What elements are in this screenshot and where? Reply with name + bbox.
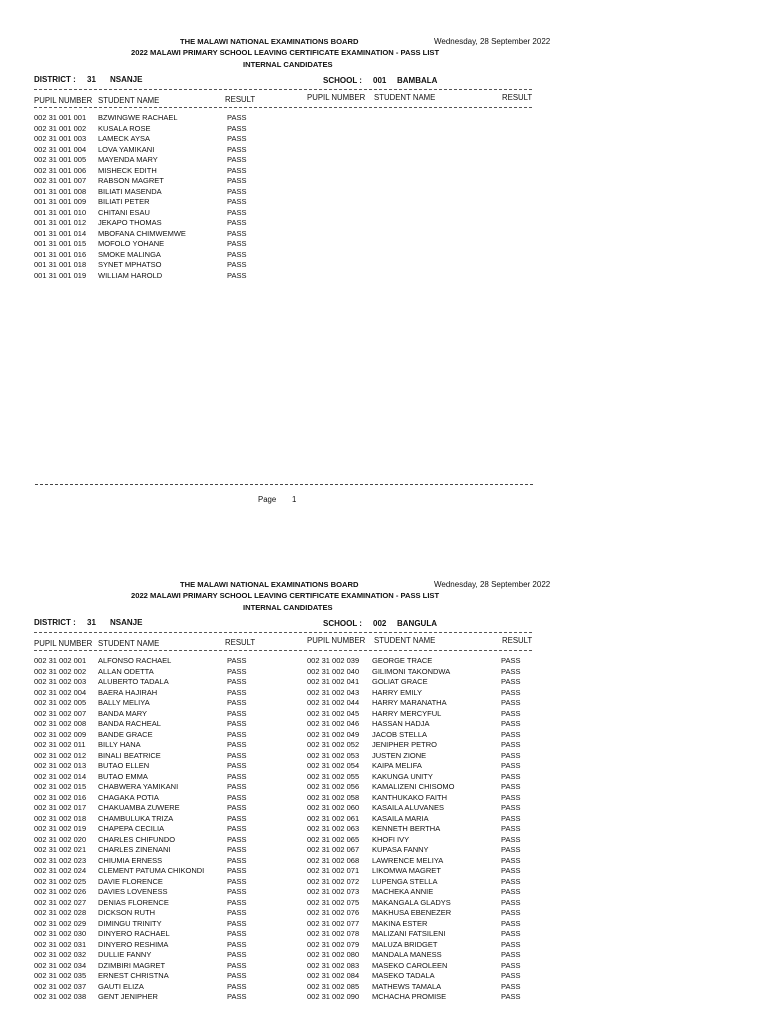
table-row-result: PASS xyxy=(501,950,521,959)
table-row-pupil-number: 001 31 001 019 xyxy=(34,270,87,280)
table-row-result: PASS xyxy=(227,897,247,907)
table-row-pupil-number: 002 31 002 063 xyxy=(307,824,360,833)
table-row-pupil-number: 002 31 002 073 xyxy=(307,887,360,896)
table-row-student-name: GOLIAT GRACE xyxy=(372,677,428,686)
table-row-pupil-number: 001 31 001 008 xyxy=(34,186,87,196)
table-row-student-name: KASAILA MARIA xyxy=(372,813,429,823)
table-row-result: PASS xyxy=(227,813,247,823)
table-row-pupil-number: 002 31 002 004 xyxy=(34,687,87,697)
table-row-pupil-number: 002 31 002 058 xyxy=(307,792,360,802)
table-row-student-name: CHIUMIA ERNESS xyxy=(98,855,163,865)
table-row-pupil-number: 002 31 002 043 xyxy=(307,687,360,697)
table-row-student-name: JUSTEN ZIONE xyxy=(372,750,427,760)
table-row-result: PASS xyxy=(227,687,247,697)
header-rule-top xyxy=(34,89,532,90)
district-label: DISTRICT : xyxy=(34,618,76,627)
table-row-pupil-number: 002 31 001 007 xyxy=(34,176,87,185)
table-row-student-name: BANDA RACHEAL xyxy=(98,719,161,728)
table-row-result: PASS xyxy=(227,834,247,844)
table-row-result: PASS xyxy=(501,855,521,865)
table-row-result: PASS xyxy=(227,144,247,154)
table-row-pupil-number: 002 31 002 049 xyxy=(307,729,360,739)
table-row-pupil-number: 002 31 002 039 xyxy=(307,656,360,665)
table-row-result: PASS xyxy=(227,698,247,707)
table-row-result: PASS xyxy=(227,750,247,760)
table-row-pupil-number: 002 31 001 001 xyxy=(34,113,87,122)
table-row-student-name: WILLIAM HAROLD xyxy=(98,270,163,280)
page-label: Page xyxy=(258,495,277,504)
table-row-result: PASS xyxy=(227,992,247,1001)
table-row-pupil-number: 002 31 002 030 xyxy=(34,929,87,938)
table-row-pupil-number: 002 31 002 008 xyxy=(34,719,87,728)
column-header-student-name: STUDENT NAME xyxy=(374,93,436,102)
column-header-result: RESULT xyxy=(225,95,256,104)
district-name: NSANJE xyxy=(110,75,143,84)
exam-title: 2022 MALAWI PRIMARY SCHOOL LEAVING CERTIFICATE EXAMINATION - PASS LIST xyxy=(131,591,440,600)
table-row-result: PASS xyxy=(227,855,247,865)
table-row-pupil-number: 002 31 002 080 xyxy=(307,950,360,959)
column-header-result: RESULT xyxy=(225,638,256,647)
table-row-result: PASS xyxy=(501,687,521,697)
table-row-student-name: MAYENDA MARY xyxy=(98,155,158,164)
table-row-pupil-number: 002 31 002 076 xyxy=(307,908,360,917)
table-row-result: PASS xyxy=(227,260,247,269)
table-row-student-name: RABSON MAGRET xyxy=(98,176,164,185)
table-row-result: PASS xyxy=(227,113,247,122)
table-row-result: PASS xyxy=(227,729,247,739)
table-row-student-name: CHAMBULUKA TRIZA xyxy=(98,813,174,823)
table-row-result: PASS xyxy=(501,813,521,823)
column-header-result: RESULT xyxy=(502,93,533,102)
district-name: NSANJE xyxy=(110,618,143,627)
table-row-student-name: LAMECK AYSA xyxy=(98,134,150,143)
table-row-student-name: DIMINGU TRINITY xyxy=(98,918,162,928)
table-row-pupil-number: 002 31 002 067 xyxy=(307,845,360,854)
table-row-pupil-number: 002 31 002 003 xyxy=(34,677,87,686)
table-row-result: PASS xyxy=(501,876,521,886)
table-row-student-name: JEKAPO THOMAS xyxy=(98,218,162,227)
table-row-student-name: LOVA YAMIKANI xyxy=(98,144,155,154)
table-row-student-name: KAKUNGA UNITY xyxy=(372,771,433,781)
table-row-result: PASS xyxy=(501,771,521,781)
table-row-student-name: BILIATI MASENDA xyxy=(98,186,162,196)
table-row-student-name: DZIMBIRI MAGRET xyxy=(98,960,166,970)
print-date: Wednesday, 28 September 2022 xyxy=(434,37,551,46)
table-row-student-name: KANTHUKAKO FAITH xyxy=(372,792,448,802)
table-row-result: PASS xyxy=(501,666,521,676)
table-row-result: PASS xyxy=(501,929,521,938)
column-header-pupil-number: PUPIL NUMBER xyxy=(307,93,366,102)
table-row-student-name: MANDALA MANESS xyxy=(372,950,442,959)
table-row-pupil-number: 001 31 001 015 xyxy=(34,239,87,248)
table-row-pupil-number: 002 31 002 060 xyxy=(307,803,360,812)
table-row-pupil-number: 002 31 002 084 xyxy=(307,971,360,980)
table-row-student-name: MACHEKA ANNIE xyxy=(372,887,434,896)
table-row-pupil-number: 002 31 002 041 xyxy=(307,677,360,686)
table-row-result: PASS xyxy=(501,908,521,917)
table-row-result: PASS xyxy=(227,249,247,259)
table-row-student-name: BUTAO ELLEN xyxy=(98,761,150,770)
table-row-student-name: CHAKUAMBA ZUWERE xyxy=(98,803,180,812)
table-row-student-name: BILLY HANA xyxy=(98,740,141,749)
table-row-result: PASS xyxy=(501,677,521,686)
table-row-student-name: DENIAS FLORENCE xyxy=(98,897,169,907)
table-row-student-name: KASAILA ALUVANES xyxy=(372,803,444,812)
table-row-student-name: ALFONSO RACHAEL xyxy=(98,656,172,665)
table-row-result: PASS xyxy=(227,866,247,875)
table-row-student-name: BAERA HAJIRAH xyxy=(98,687,158,697)
table-row-result: PASS xyxy=(227,176,247,185)
table-row-pupil-number: 001 31 001 014 xyxy=(34,228,87,238)
school-name: BAMBALA xyxy=(397,76,438,85)
table-row-student-name: ERNEST CHRISTNA xyxy=(98,971,169,980)
table-row-pupil-number: 002 31 002 052 xyxy=(307,740,360,749)
subtitle: INTERNAL CANDIDATES xyxy=(243,603,333,612)
table-row-result: PASS xyxy=(501,761,521,770)
table-row-result: PASS xyxy=(227,656,247,665)
table-row-pupil-number: 002 31 002 014 xyxy=(34,771,87,781)
table-row-pupil-number: 002 31 002 075 xyxy=(307,897,360,907)
table-row-student-name: HARRY MARANATHA xyxy=(372,698,447,707)
table-row-result: PASS xyxy=(227,239,247,248)
table-row-result: PASS xyxy=(501,971,521,980)
table-row-result: PASS xyxy=(227,939,247,949)
school-code: 001 xyxy=(373,76,387,85)
table-row-result: PASS xyxy=(501,708,521,718)
table-row-student-name: SMOKE MALINGA xyxy=(98,249,161,259)
table-row-pupil-number: 002 31 002 077 xyxy=(307,918,360,928)
table-row-pupil-number: 001 31 001 010 xyxy=(34,207,87,217)
table-row-student-name: KHOFI IVY xyxy=(372,834,410,844)
table-row-student-name: CHAGAKA POTIA xyxy=(98,792,159,802)
table-row-result: PASS xyxy=(501,887,521,896)
table-row-result: PASS xyxy=(227,792,247,802)
table-row-pupil-number: 001 31 001 016 xyxy=(34,249,87,259)
table-row-pupil-number: 002 31 001 003 xyxy=(34,134,87,143)
table-row-pupil-number: 002 31 002 037 xyxy=(34,981,87,991)
table-row-pupil-number: 002 31 002 001 xyxy=(34,656,87,665)
table-row-student-name: MISHECK EDITH xyxy=(98,165,157,175)
school-label: SCHOOL : xyxy=(323,76,362,85)
table-row-result: PASS xyxy=(227,155,247,164)
column-header-pupil-number: PUPIL NUMBER xyxy=(34,639,93,648)
table-row-pupil-number: 002 31 002 007 xyxy=(34,708,87,718)
table-row-result: PASS xyxy=(227,134,247,143)
header-rule-bottom xyxy=(34,107,532,108)
table-row-pupil-number: 002 31 002 027 xyxy=(34,897,87,907)
table-row-student-name: MOFOLO YOHANE xyxy=(98,239,165,248)
table-row-student-name: BANDA MARY xyxy=(98,708,148,718)
table-row-pupil-number: 002 31 002 009 xyxy=(34,729,87,739)
table-row-pupil-number: 002 31 002 045 xyxy=(307,708,360,718)
table-row-result: PASS xyxy=(227,803,247,812)
table-row-student-name: JACOB STELLA xyxy=(372,729,428,739)
board-title: THE MALAWI NATIONAL EXAMINATIONS BOARD xyxy=(180,37,359,46)
page-number: 1 xyxy=(292,495,297,504)
district-code: 31 xyxy=(87,618,96,627)
table-row-result: PASS xyxy=(227,950,247,959)
table-row-pupil-number: 002 31 002 035 xyxy=(34,971,87,980)
table-row-student-name: MAKHUSA EBENEZER xyxy=(372,908,452,917)
table-row-result: PASS xyxy=(501,897,521,907)
table-row-pupil-number: 002 31 002 046 xyxy=(307,719,360,728)
table-row-result: PASS xyxy=(501,803,521,812)
column-header-student-name: STUDENT NAME xyxy=(98,96,160,105)
table-row-result: PASS xyxy=(501,939,521,949)
table-row-result: PASS xyxy=(227,918,247,928)
table-row-result: PASS xyxy=(501,981,521,991)
table-row-student-name: MALUZA BRIDGET xyxy=(372,939,438,949)
school-code: 002 xyxy=(373,619,387,628)
header-rule-bottom xyxy=(34,650,532,651)
table-row-pupil-number: 002 31 002 011 xyxy=(34,740,86,749)
table-row-student-name: KAIPA MELIFA xyxy=(372,761,422,770)
table-row-result: PASS xyxy=(501,845,521,854)
table-row-student-name: DINYERO RESHIMA xyxy=(98,939,169,949)
table-row-pupil-number: 002 31 002 031 xyxy=(34,939,87,949)
table-row-pupil-number: 002 31 002 053 xyxy=(307,750,360,760)
district-code: 31 xyxy=(87,75,96,84)
table-row-pupil-number: 002 31 001 004 xyxy=(34,144,87,154)
table-row-student-name: LAWRENCE MELIYA xyxy=(372,855,444,865)
header-rule-top xyxy=(34,632,532,633)
table-row-student-name: ALLAN ODETTA xyxy=(98,666,154,676)
table-row-student-name: DULLIE FANNY xyxy=(98,950,152,959)
table-row-result: PASS xyxy=(227,666,247,676)
table-row-result: PASS xyxy=(227,165,247,175)
table-row-student-name: KENNETH BERTHA xyxy=(372,824,441,833)
table-row-pupil-number: 002 31 002 019 xyxy=(34,824,87,833)
table-row-result: PASS xyxy=(227,708,247,718)
table-row-pupil-number: 002 31 002 012 xyxy=(34,750,87,760)
table-row-result: PASS xyxy=(501,866,521,875)
table-row-pupil-number: 002 31 002 021 xyxy=(34,845,87,854)
table-row-pupil-number: 002 31 002 016 xyxy=(34,792,87,802)
table-row-result: PASS xyxy=(227,887,247,896)
table-row-pupil-number: 002 31 002 024 xyxy=(34,866,87,875)
table-row-student-name: CHITANI ESAU xyxy=(98,207,150,217)
table-row-pupil-number: 002 31 002 013 xyxy=(34,761,87,770)
table-row-pupil-number: 002 31 002 034 xyxy=(34,960,87,970)
table-row-result: PASS xyxy=(227,270,247,280)
table-row-student-name: CHARLES CHIFUNDO xyxy=(98,834,176,844)
table-row-student-name: MBOFANA CHIMWEMWE xyxy=(98,228,186,238)
table-row-student-name: MCHACHA PROMISE xyxy=(372,992,447,1001)
column-header-pupil-number: PUPIL NUMBER xyxy=(34,96,93,105)
table-row-result: PASS xyxy=(227,186,247,196)
table-row-result: PASS xyxy=(227,845,247,854)
table-row-result: PASS xyxy=(227,876,247,886)
table-row-pupil-number: 002 31 002 085 xyxy=(307,981,360,991)
table-row-result: PASS xyxy=(227,761,247,770)
subtitle: INTERNAL CANDIDATES xyxy=(243,60,333,69)
school-name: BANGULA xyxy=(397,619,437,628)
table-row-result: PASS xyxy=(227,929,247,938)
table-row-student-name: HASSAN HADJA xyxy=(372,719,430,728)
table-row-pupil-number: 002 31 002 026 xyxy=(34,887,87,896)
table-row-pupil-number: 002 31 002 054 xyxy=(307,761,360,770)
table-row-pupil-number: 001 31 001 018 xyxy=(34,260,87,269)
table-row-pupil-number: 002 31 002 017 xyxy=(34,803,87,812)
exam-title: 2022 MALAWI PRIMARY SCHOOL LEAVING CERTIFICATE EXAMINATION - PASS LIST xyxy=(131,48,440,57)
table-row-result: PASS xyxy=(501,740,521,749)
table-row-student-name: BUTAO EMMA xyxy=(98,771,148,781)
table-row-pupil-number: 002 31 002 020 xyxy=(34,834,87,844)
table-row-student-name: DAVIE FLORENCE xyxy=(98,876,163,886)
table-row-student-name: MASEKO CAROLEEN xyxy=(372,960,448,970)
table-row-pupil-number: 002 31 002 015 xyxy=(34,782,87,791)
table-row-pupil-number: 002 31 002 029 xyxy=(34,918,87,928)
table-row-pupil-number: 002 31 001 005 xyxy=(34,155,87,164)
table-row-pupil-number: 002 31 002 072 xyxy=(307,876,360,886)
table-row-student-name: GILIMONI TAKONDWA xyxy=(372,666,451,676)
table-row-pupil-number: 002 31 002 083 xyxy=(307,960,360,970)
table-row-result: PASS xyxy=(501,782,521,791)
table-row-result: PASS xyxy=(227,207,247,217)
table-row-student-name: BILIATI PETER xyxy=(98,197,150,206)
column-header-student-name: STUDENT NAME xyxy=(374,636,436,645)
table-row-student-name: MAKANGALA GLADYS xyxy=(372,897,451,907)
table-row-student-name: KUSALA ROSE xyxy=(98,123,151,133)
table-row-pupil-number: 002 31 002 090 xyxy=(307,992,360,1001)
table-row-student-name: JENIPHER PETRO xyxy=(372,740,438,749)
table-row-student-name: GENT JENIPHER xyxy=(98,992,158,1001)
table-row-pupil-number: 002 31 002 028 xyxy=(34,908,87,917)
table-row-result: PASS xyxy=(501,698,521,707)
table-row-result: PASS xyxy=(501,792,521,802)
table-row-pupil-number: 002 31 002 071 xyxy=(307,866,360,875)
table-row-student-name: CHAPEPA CECILIA xyxy=(98,824,165,833)
table-row-student-name: BANDE GRACE xyxy=(98,729,153,739)
table-row-pupil-number: 002 31 002 061 xyxy=(307,813,360,823)
table-row-pupil-number: 002 31 002 038 xyxy=(34,992,87,1001)
table-row-student-name: BZWINGWE RACHAEL xyxy=(98,113,178,122)
table-row-result: PASS xyxy=(227,908,247,917)
table-row-result: PASS xyxy=(227,218,247,227)
table-row-result: PASS xyxy=(501,834,521,844)
table-row-result: PASS xyxy=(501,992,521,1001)
table-row-student-name: MATHEWS TAMALA xyxy=(372,981,442,991)
column-header-result: RESULT xyxy=(502,636,533,645)
table-row-student-name: DICKSON RUTH xyxy=(98,908,156,917)
page-footer-rule xyxy=(35,484,533,485)
table-row-student-name: HARRY MERCYFUL xyxy=(372,708,442,718)
table-row-student-name: HARRY EMILY xyxy=(372,687,423,697)
table-row-result: PASS xyxy=(227,960,247,970)
table-row-pupil-number: 002 31 002 065 xyxy=(307,834,360,844)
district-label: DISTRICT : xyxy=(34,75,76,84)
table-row-student-name: GEORGE TRACE xyxy=(372,656,433,665)
table-row-result: PASS xyxy=(501,719,521,728)
table-row-student-name: CHARLES ZINENANI xyxy=(98,845,171,854)
print-date: Wednesday, 28 September 2022 xyxy=(434,580,551,589)
table-row-result: PASS xyxy=(227,719,247,728)
table-row-pupil-number: 002 31 002 044 xyxy=(307,698,360,707)
table-row-pupil-number: 002 31 002 056 xyxy=(307,782,360,791)
table-row-student-name: SYNET MPHATSO xyxy=(98,260,162,269)
table-row-student-name: BINALI BEATRICE xyxy=(98,750,161,760)
table-row-student-name: DINYERO RACHAEL xyxy=(98,929,170,938)
table-row-student-name: CHABWERA YAMIKANI xyxy=(98,782,179,791)
table-row-pupil-number: 002 31 002 023 xyxy=(34,855,87,865)
table-row-pupil-number: 002 31 002 018 xyxy=(34,813,87,823)
table-row-student-name: DAVIES LOVENESS xyxy=(98,887,168,896)
table-row-result: PASS xyxy=(501,729,521,739)
table-row-result: PASS xyxy=(501,960,521,970)
column-header-pupil-number: PUPIL NUMBER xyxy=(307,636,366,645)
table-row-pupil-number: 002 31 002 032 xyxy=(34,950,87,959)
table-row-pupil-number: 002 31 002 068 xyxy=(307,855,360,865)
column-header-student-name: STUDENT NAME xyxy=(98,639,160,648)
table-row-pupil-number: 001 31 001 012 xyxy=(34,218,87,227)
table-row-pupil-number: 002 31 002 055 xyxy=(307,771,360,781)
table-row-result: PASS xyxy=(227,981,247,991)
table-row-pupil-number: 002 31 002 040 xyxy=(307,666,360,676)
table-row-pupil-number: 002 31 001 002 xyxy=(34,123,87,133)
table-row-result: PASS xyxy=(501,750,521,760)
table-row-result: PASS xyxy=(227,824,247,833)
table-row-result: PASS xyxy=(227,771,247,781)
table-row-student-name: KUPASA FANNY xyxy=(372,845,429,854)
table-row-pupil-number: 002 31 001 006 xyxy=(34,165,87,175)
table-row-result: PASS xyxy=(501,656,521,665)
table-row-result: PASS xyxy=(227,740,247,749)
table-row-student-name: MALIZANI FATSILENI xyxy=(372,929,446,938)
table-row-result: PASS xyxy=(227,123,247,133)
board-title: THE MALAWI NATIONAL EXAMINATIONS BOARD xyxy=(180,580,359,589)
table-row-result: PASS xyxy=(227,971,247,980)
table-row-result: PASS xyxy=(227,228,247,238)
table-row-student-name: CLEMENT PATUMA CHIKONDI xyxy=(98,866,205,875)
table-row-result: PASS xyxy=(501,824,521,833)
table-row-student-name: LIKOMWA MAGRET xyxy=(372,866,441,875)
table-row-student-name: ALUBERTO TADALA xyxy=(98,677,169,686)
table-row-student-name: KAMALIZENI CHISOMO xyxy=(372,782,455,791)
table-row-student-name: MASEKO TADALA xyxy=(372,971,435,980)
table-row-pupil-number: 002 31 002 025 xyxy=(34,876,87,886)
table-row-result: PASS xyxy=(227,677,247,686)
table-row-student-name: MAKINA ESTER xyxy=(372,918,428,928)
table-row-student-name: LUPENGA STELLA xyxy=(372,876,438,886)
school-label: SCHOOL : xyxy=(323,619,362,628)
table-row-result: PASS xyxy=(501,918,521,928)
table-row-pupil-number: 001 31 001 009 xyxy=(34,197,87,206)
table-row-result: PASS xyxy=(227,782,247,791)
table-row-student-name: GAUTI ELIZA xyxy=(98,981,144,991)
table-row-result: PASS xyxy=(227,197,247,206)
table-row-pupil-number: 002 31 002 079 xyxy=(307,939,360,949)
table-row-pupil-number: 002 31 002 078 xyxy=(307,929,360,938)
table-row-pupil-number: 002 31 002 005 xyxy=(34,698,87,707)
table-row-pupil-number: 002 31 002 002 xyxy=(34,666,87,676)
table-row-student-name: BALLY MELIYA xyxy=(98,698,150,707)
